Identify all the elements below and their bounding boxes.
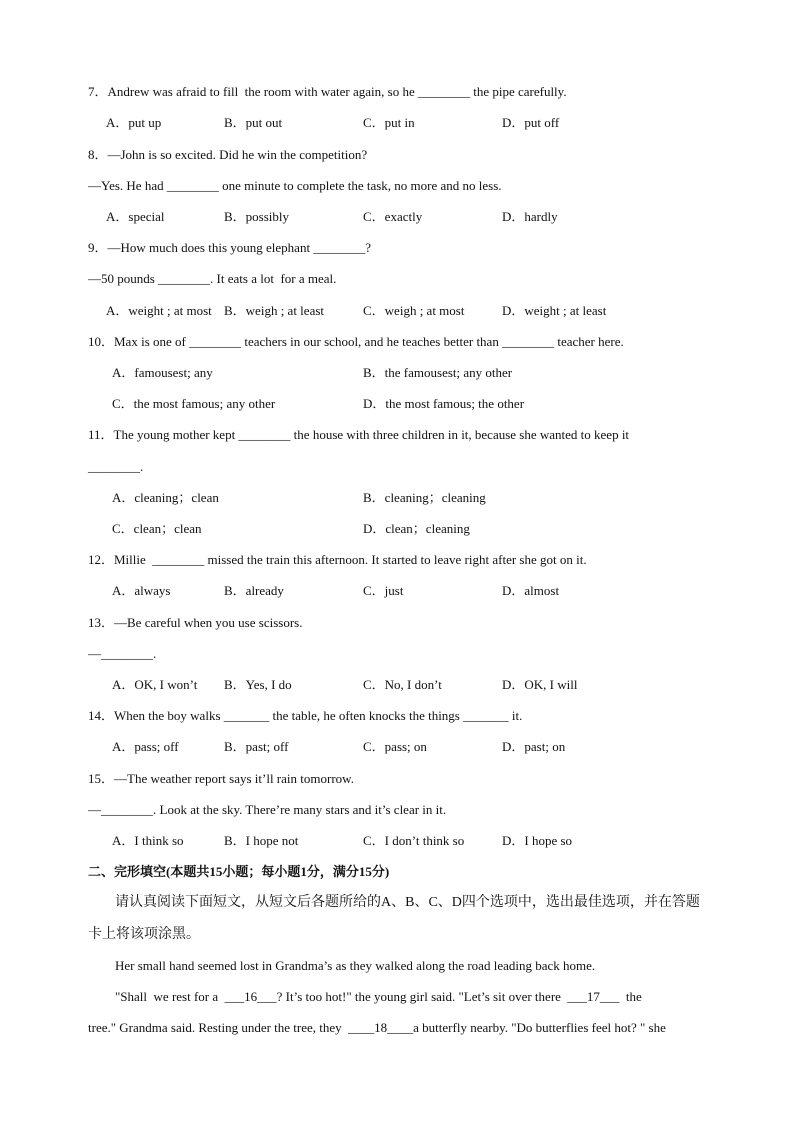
q12-option-d: D．almost (502, 583, 560, 598)
question-10-stem: 10．Max is one of ________ teachers in our school, and he teaches better than ________ teacher here. (88, 334, 624, 349)
q12-option-a: A．always (112, 583, 171, 598)
q11-option-d: D．clean；cleaning (363, 521, 470, 536)
question-11-continuation: ________. (88, 459, 144, 474)
section-instruction-line-2: 卡上将该项涂黑。 (88, 927, 200, 942)
q7-option-d: D．put off (502, 115, 560, 130)
q11-option-a: A．cleaning；clean (112, 490, 219, 505)
q14-option-c: C．pass; on (363, 739, 427, 754)
passage-line-3: tree." Grandma said. Resting under the tree, they ____18____a butterfly nearby. "Do butterflies feel hot? " she (88, 1020, 666, 1035)
section-title: 二、完形填空(本题共15小题；每小题1分，满分15分) (88, 864, 390, 879)
q8-option-c: C．exactly (363, 209, 423, 224)
q9-option-c: C．weigh ; at most (363, 303, 465, 318)
question-11-stem: 11．The young mother kept ________ the house with three children in it, because she wanted to keep it (88, 427, 630, 442)
passage-line-1: Her small hand seemed lost in Grandma’s as they walked along the road leading back home. (115, 958, 596, 973)
q8-option-a: A．special (106, 209, 165, 224)
q12-option-b: B．already (224, 583, 284, 598)
question-15-reply: —________. Look at the sky. There’re many stars and it’s clear in it. (88, 802, 447, 817)
q13-option-d: D．OK, I will (502, 677, 578, 692)
question-13-stem: 13．—Be careful when you use scissors. (88, 615, 303, 630)
q11-option-b: B．cleaning；cleaning (363, 490, 486, 505)
q13-option-b: B．Yes, I do (224, 677, 292, 692)
passage-line-2: "Shall we rest for a ___16___? It’s too hot!" the young girl said. "Let’s sit over there ___17___ the (115, 989, 642, 1004)
q11-option-c: C．clean；clean (112, 521, 202, 536)
question-15-stem: 15．—The weather report says it’ll rain tomorrow. (88, 771, 354, 786)
q9-option-b: B．weigh ; at least (224, 303, 325, 318)
question-8-stem: 8．—John is so excited. Did he win the competition? (88, 147, 368, 162)
section-instruction-line-1: 请认真阅读下面短文，从短文后各题所给的A、B、C、D四个选项中，选出最佳选项，并在答题 (115, 895, 700, 910)
q14-option-d: D．past; on (502, 739, 566, 754)
q13-option-c: C．No, I don’t (363, 677, 442, 692)
q7-option-c: C．put in (363, 115, 415, 130)
question-8-reply: —Yes. He had ________ one minute to complete the task, no more and no less. (88, 178, 502, 193)
q14-option-a: A．pass; off (112, 739, 179, 754)
q10-option-b: B．the famousest; any other (363, 365, 513, 380)
q7-option-b: B．put out (224, 115, 283, 130)
q9-option-d: D．weight ; at least (502, 303, 607, 318)
question-14-stem: 14．When the boy walks _______ the table, he often knocks the things _______ it. (88, 708, 523, 723)
question-7-stem: 7．Andrew was afraid to fill the room with water again, so he ________ the pipe carefully. (88, 84, 567, 99)
question-12-stem: 12．Millie ________ missed the train this afternoon. It started to leave right after she got on it. (88, 552, 587, 567)
question-9-stem: 9．—How much does this young elephant ________? (88, 240, 372, 255)
q14-option-b: B．past; off (224, 739, 289, 754)
q10-option-a: A．famousest; any (112, 365, 213, 380)
q15-option-c: C．I don’t think so (363, 833, 465, 848)
q15-option-d: D．I hope so (502, 833, 573, 848)
q13-option-a: A．OK, I won’t (112, 677, 198, 692)
q10-option-c: C．the most famous; any other (112, 396, 276, 411)
q7-option-a: A．put up (106, 115, 162, 130)
q15-option-b: B．I hope not (224, 833, 299, 848)
q8-option-d: D．hardly (502, 209, 558, 224)
q12-option-c: C．just (363, 583, 404, 598)
question-13-reply: —________. (88, 646, 157, 661)
q10-option-d: D．the most famous; the other (363, 396, 525, 411)
q8-option-b: B．possibly (224, 209, 290, 224)
question-9-reply: —50 pounds ________. It eats a lot for a meal. (88, 271, 337, 286)
q15-option-a: A．I think so (112, 833, 184, 848)
q9-option-a: A．weight ; at most (106, 303, 212, 318)
